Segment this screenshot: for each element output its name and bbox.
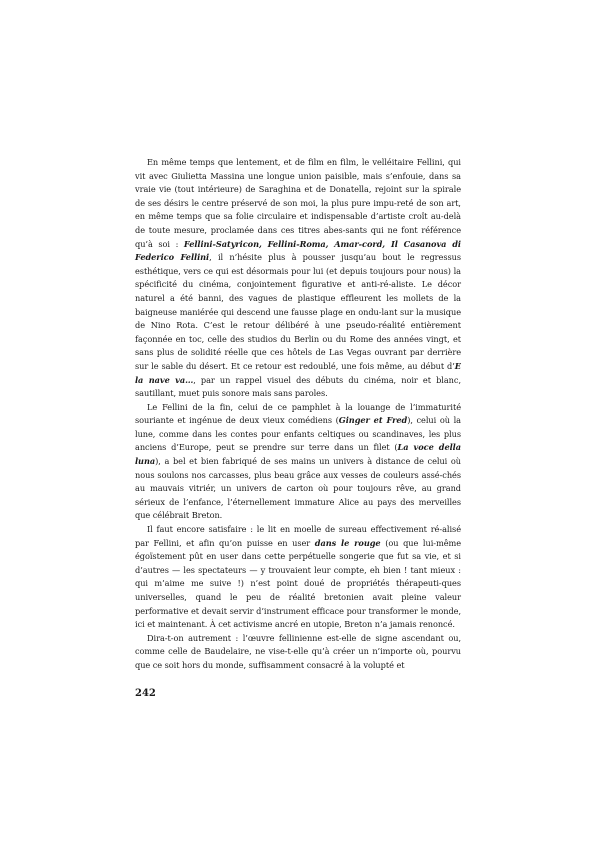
- text-run: (ou que lui-même égoïstement pût en user dans cette perpétuelle songerie que fut sa vie, et si d’autres — les spectateurs — y trouvaient leur compte, eh bien ! tant mieux : qui m’aime me suive !) n’est point doué de propriétés thérapeuti-ques universelles, quand le peu de réalité bretonien avait pleine valeur performative et devait servir d’instrument efficace pour transformer le monde, ici et maintenant. À cet activisme ancré en utopie, Breton n’a jamais renoncé.: [135, 537, 461, 630]
- paragraph-3: [135, 523, 461, 632]
- italic-title: dans le rouge: [314, 537, 381, 548]
- text-run: ), celui où la lune, comme dans les contes pour enfants celtiques ou scandinaves, les plus anciens d’Europe, peut se prendre sur terre dans un filet (: [135, 415, 461, 453]
- italic-title: Fellini-Satyricon, Fellini-Roma, Amar-cord, Il Casanova di Federico Fellini: [135, 238, 461, 263]
- text-run: Il faut encore satisfaire : le lit en moelle de sureau effectivement ré-alisé par Fellini, et afin qu’on puisse en user: [135, 524, 461, 548]
- paragraph-1: [135, 156, 461, 401]
- italic-title: Ginger et Fred: [338, 415, 408, 426]
- paragraph-4: [135, 632, 461, 673]
- text-run: ), a bel et bien fabriqué de ses mains un univers à distance de celui où nous soulons nos carcasses, plus beau grâce aux vesses de couleurs assé-chés au mauvais vitriér, un univers de carton où pour toujours rêve, au grand sérieux de l’enfance, l’éternellement immature Alice au pays des merveilles que célébrait Breton.: [135, 456, 461, 521]
- text-run: Le Fellini de la fin, celui de ce pamphlet à la louange de l’immaturité souriante et ingénue de deux vieux comédiens (: [135, 401, 461, 426]
- italic-title: E la nave va…: [135, 360, 461, 385]
- paragraph-2: [135, 401, 461, 523]
- page-number: 242: [135, 688, 156, 699]
- body-text: [135, 156, 461, 673]
- text-run: Dira-t-on autrement : l’œuvre fellinienne est-elle de signe ascendant ou, comme celle de Baudelaire, ne vise-t-elle qu’à créer un n’importe où, pourvu que ce soit hors du monde, suffisamment consacré à la volupté et: [135, 632, 461, 670]
- text-run: , par un rappel visuel des débuts du cinéma, noir et blanc, sautillant, muet puis sonore mais sans paroles.: [135, 374, 461, 399]
- text-run: En même temps que lentement, et de film en film, le velléitaire Fellini, qui vit avec Giulietta Massina une longue union paisible, mais s’enfouie, dans sa vraie vie (tout intérieure) de Saraghina et de Donatella, rejoint sur la spirale de ses désirs le centre préservé de son moi, la plus pure impu-reté de son art, en même temps que sa folie circulaire et indispensable d’artiste croît au-delà de toute mesure, proclamée dans ces titres abes-sants qui ne font référence qu’à soi :: [135, 157, 461, 249]
- text-run: , il n’hésite plus à pousser jusqu’au bout le regressus esthétique, vers ce qui est désormais pour lui (et depuis toujours pour nous) la spécificité du cinéma, conjointement figurative et anti-ré-aliste. Le décor naturel a été banni, des vagues de plastique effleurent les mollets de la baigneuse maniérée qui descend une fausse plage en ondu-lant sur la musique de Nino Rota. C’est le retour délibéré à une pseudo-réalité entièrement façonnée en toc, celle des studios du Berlin ou du Rome des années vingt, et sans plus de solidité réelle que ces hôtels de Las Vegas ouvrant par derrière sur le sable du désert. Et ce retour est redoublé, une fois même, au début d’: [135, 252, 461, 371]
- italic-title: La voce della luna: [135, 442, 461, 467]
